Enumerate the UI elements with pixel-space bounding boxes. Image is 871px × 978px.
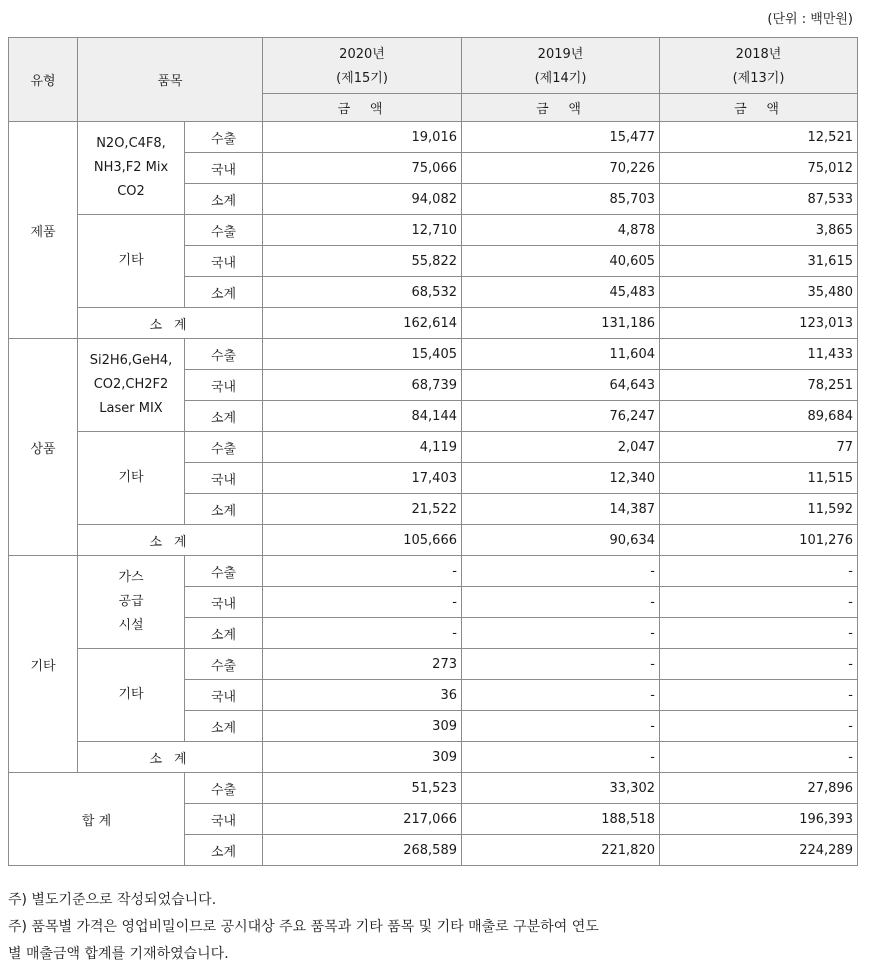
amount-cell: 188,518 [462, 804, 660, 835]
amount-cell: 4,119 [263, 432, 462, 463]
amount-cell: - [462, 649, 660, 680]
subtotal-label: 소 계 [78, 525, 263, 556]
row-kind: 국내 [185, 153, 263, 184]
row-kind: 수출 [185, 556, 263, 587]
amount-cell: 162,614 [263, 308, 462, 339]
amount-cell: 101,276 [660, 525, 858, 556]
header-type: 유형 [9, 38, 78, 122]
row-kind: 수출 [185, 215, 263, 246]
item-name-line: N2O,C4F8, [96, 136, 166, 151]
amount-cell: 75,012 [660, 153, 858, 184]
amount-cell: 78,251 [660, 370, 858, 401]
row-kind: 수출 [185, 649, 263, 680]
amount-cell: 76,247 [462, 401, 660, 432]
header-year-2019 [462, 38, 660, 94]
amount-cell: 11,433 [660, 339, 858, 370]
amount-cell: 27,896 [660, 773, 858, 804]
table-header [9, 38, 858, 122]
amount-cell: 55,822 [263, 246, 462, 277]
subtotal-row [9, 742, 858, 773]
row-kind: 수출 [185, 122, 263, 153]
item-name-line: 기타 [118, 253, 144, 268]
footnotes [8, 887, 599, 968]
section-type: 기타 [9, 556, 78, 773]
amount-cell: 64,643 [462, 370, 660, 401]
amount-cell: - [660, 618, 858, 649]
amount-cell: 273 [263, 649, 462, 680]
amount-cell: 196,393 [660, 804, 858, 835]
row-kind: 국내 [185, 680, 263, 711]
year-label: 2018년 [735, 46, 782, 62]
header-item: 품목 [78, 38, 263, 122]
amount-cell: 11,604 [462, 339, 660, 370]
row-kind: 수출 [185, 432, 263, 463]
amount-cell: - [263, 556, 462, 587]
header-year-2020 [263, 38, 462, 94]
item-name-line: CO2 [117, 184, 145, 199]
row-kind: 소계 [185, 711, 263, 742]
item-group [78, 215, 185, 308]
amount-cell: - [660, 680, 858, 711]
amount-cell: - [660, 711, 858, 742]
amount-cell: 217,066 [263, 804, 462, 835]
table-row [9, 556, 858, 587]
amount-cell: - [462, 618, 660, 649]
amount-cell: 15,405 [263, 339, 462, 370]
header-amount: 금 액 [263, 94, 462, 122]
amount-cell: 68,532 [263, 277, 462, 308]
subtotal-label: 소 계 [78, 742, 263, 773]
amount-cell: 2,047 [462, 432, 660, 463]
amount-cell: 68,739 [263, 370, 462, 401]
amount-cell: 40,605 [462, 246, 660, 277]
amount-cell: 31,615 [660, 246, 858, 277]
item-group [78, 339, 185, 432]
subtotal-row [9, 525, 858, 556]
table-row [9, 649, 858, 680]
amount-cell: 84,144 [263, 401, 462, 432]
row-kind: 소계 [185, 277, 263, 308]
amount-cell: 90,634 [462, 525, 660, 556]
amount-cell: 221,820 [462, 835, 660, 866]
amount-cell: - [462, 587, 660, 618]
total-label: 합 계 [9, 773, 185, 866]
amount-cell: 11,515 [660, 463, 858, 494]
year-label: 2019년 [537, 46, 584, 62]
amount-cell: 21,522 [263, 494, 462, 525]
amount-cell: - [462, 680, 660, 711]
amount-cell: - [660, 742, 858, 773]
table-row [9, 339, 858, 370]
amount-cell: 19,016 [263, 122, 462, 153]
amount-cell: 12,710 [263, 215, 462, 246]
table-row [9, 215, 858, 246]
subtotal-row [9, 308, 858, 339]
row-kind: 국내 [185, 463, 263, 494]
row-kind: 국내 [185, 804, 263, 835]
amount-cell: 70,226 [462, 153, 660, 184]
row-kind: 소계 [185, 494, 263, 525]
period-label: (제14기) [534, 70, 587, 86]
item-name-line: 시설 [118, 618, 144, 633]
amount-cell: 77 [660, 432, 858, 463]
header-year-2018 [660, 38, 858, 94]
amount-cell: 309 [263, 711, 462, 742]
item-group [78, 432, 185, 525]
amount-cell: 85,703 [462, 184, 660, 215]
amount-cell: 35,480 [660, 277, 858, 308]
item-group [78, 122, 185, 215]
year-label: 2020년 [339, 46, 385, 62]
item-name-line: NH3,F2 Mix [93, 160, 169, 175]
amount-cell: - [263, 587, 462, 618]
sales-table [8, 37, 858, 866]
amount-cell: 45,483 [462, 277, 660, 308]
table-row [9, 432, 858, 463]
amount-cell: 51,523 [263, 773, 462, 804]
amount-cell: 89,684 [660, 401, 858, 432]
table-row [9, 122, 858, 153]
amount-cell: - [660, 649, 858, 680]
amount-cell: 75,066 [263, 153, 462, 184]
item-name-line: Si2H6,GeH4, [89, 353, 173, 368]
item-name-line: CO2,CH2F2 [93, 377, 169, 392]
item-name-line: 공급 [118, 594, 144, 609]
unit-label: (단위 : 백만원) [767, 12, 853, 27]
amount-cell: 12,340 [462, 463, 660, 494]
amount-cell: 123,013 [660, 308, 858, 339]
period-label: (제15기) [336, 70, 388, 86]
row-kind: 소계 [185, 184, 263, 215]
row-kind: 수출 [185, 339, 263, 370]
amount-cell: - [462, 711, 660, 742]
item-name-line: 가스 [118, 570, 144, 585]
table-body [9, 122, 858, 866]
amount-cell: 94,082 [263, 184, 462, 215]
amount-cell: - [263, 618, 462, 649]
row-kind: 소계 [185, 401, 263, 432]
amount-cell: - [660, 587, 858, 618]
row-kind: 수출 [185, 773, 263, 804]
row-kind: 국내 [185, 370, 263, 401]
amount-cell: 11,592 [660, 494, 858, 525]
period-label: (제13기) [732, 70, 785, 86]
amount-cell: 224,289 [660, 835, 858, 866]
amount-cell: 14,387 [462, 494, 660, 525]
amount-cell: - [660, 556, 858, 587]
item-name-line: 기타 [118, 470, 144, 485]
footnote: 별 매출금액 합계를 기재하였습니다. [8, 946, 229, 962]
footnote: 주) 별도기준으로 작성되었습니다. [8, 892, 217, 908]
amount-cell: 87,533 [660, 184, 858, 215]
item-group [78, 649, 185, 742]
row-kind: 국내 [185, 587, 263, 618]
amount-cell: - [462, 556, 660, 587]
amount-cell: 17,403 [263, 463, 462, 494]
amount-cell: 309 [263, 742, 462, 773]
amount-cell: 4,878 [462, 215, 660, 246]
amount-cell: 12,521 [660, 122, 858, 153]
header-amount: 금 액 [660, 94, 858, 122]
item-group [78, 556, 185, 649]
amount-cell: 36 [263, 680, 462, 711]
section-type: 제품 [9, 122, 78, 339]
item-name-line: 기타 [118, 687, 144, 702]
footnote: 주) 품목별 가격은 영업비밀이므로 공시대상 주요 품목과 기타 품목 및 기타 매출로 구분하여 연도 [8, 919, 599, 935]
row-kind: 소계 [185, 835, 263, 866]
amount-cell: 105,666 [263, 525, 462, 556]
subtotal-label: 소 계 [78, 308, 263, 339]
amount-cell: 131,186 [462, 308, 660, 339]
amount-cell: 268,589 [263, 835, 462, 866]
amount-cell: 33,302 [462, 773, 660, 804]
amount-cell: 15,477 [462, 122, 660, 153]
item-name-line: Laser MIX [99, 401, 163, 416]
total-row [9, 773, 858, 804]
row-kind: 국내 [185, 246, 263, 277]
amount-cell: - [462, 742, 660, 773]
section-type: 상품 [9, 339, 78, 556]
row-kind: 소계 [185, 618, 263, 649]
amount-cell: 3,865 [660, 215, 858, 246]
header-amount: 금 액 [462, 94, 660, 122]
